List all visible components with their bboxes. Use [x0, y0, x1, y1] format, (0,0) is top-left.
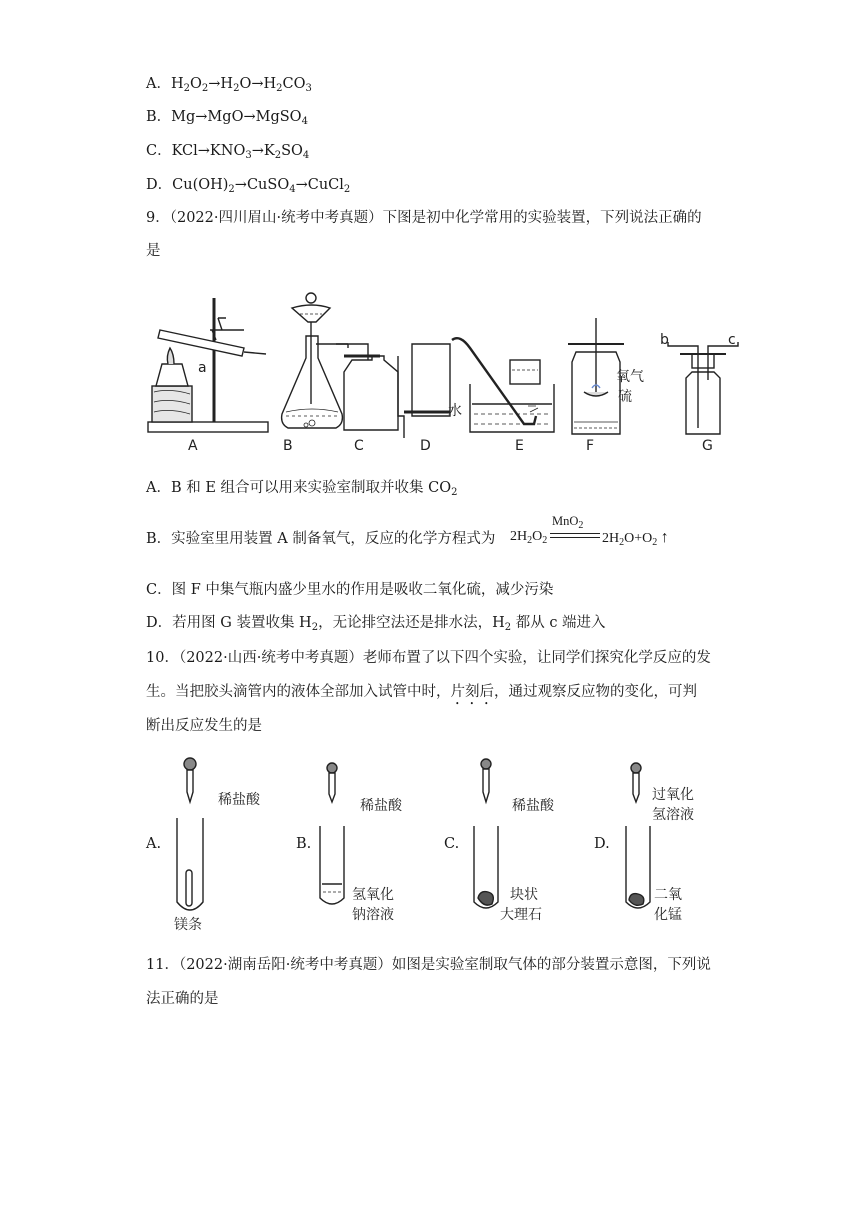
q9-option-a: A．B 和 E 组合可以用来实验室制取并收集 $CO_2$: [146, 480, 458, 498]
q9-stem-line2: 是: [146, 243, 161, 259]
apparatus-label-a: A: [188, 438, 198, 454]
d-dropper-label-1: 过氧化: [652, 787, 694, 803]
apparatus-b: [282, 293, 348, 428]
test-tube-b: [320, 763, 344, 904]
q10-line2: 生。当把胶头滴管内的液体全部加入试管中时，片刻后，通过观察反应物的变化，可判: [146, 684, 697, 700]
q8-option-a: A．$H_2O_2\to H_2O\to H_2CO_3$: [146, 76, 312, 94]
q10-line3: 断出反应发生的是: [146, 718, 262, 734]
apparatus-label-c: C: [354, 438, 364, 454]
q10-option-c-letter: C.: [444, 836, 460, 852]
q10-option-d-letter: D.: [594, 836, 610, 852]
apparatus-label-f: F: [586, 438, 595, 454]
q10-option-a-letter: A.: [146, 836, 162, 852]
label-a: a: [198, 360, 207, 376]
apparatus-label-g: G: [702, 438, 713, 454]
equation-right: $2H_2O+O_2$ ↑: [602, 529, 669, 548]
apparatus-e: [452, 338, 554, 432]
apparatus-a: [148, 298, 268, 432]
q9-option-d: D．若用图 G 装置收集 $H_2$，无论排空法还是排水法，$H_2$ 都从 c 端进入: [146, 615, 606, 633]
label-water: 水: [448, 403, 462, 419]
apparatus-label-d: D: [420, 438, 431, 454]
label-oxygen: 氧气: [616, 369, 644, 385]
apparatus-c: [336, 344, 398, 430]
q10-option-b-letter: B.: [296, 836, 312, 852]
label-c: c: [728, 332, 736, 348]
d-dropper-label-2: 氢溶液: [652, 807, 694, 823]
c-content-label-1: 块状: [510, 887, 538, 903]
q9-apparatus-figure: [140, 288, 760, 458]
test-tube-c: [474, 759, 498, 908]
equal-sign: [550, 533, 600, 538]
apparatus-label-e: E: [515, 438, 524, 454]
d-content-label-2: 化锰: [654, 907, 682, 923]
apparatus-d: [398, 344, 450, 438]
q11-line2: 法正确的是: [146, 991, 219, 1007]
q11-line1: 11．（2022·湖南岳阳·统考中考真题）如图是实验室制取气体的部分装置示意图，下列说: [146, 957, 711, 973]
b-content-label-1: 氢氧化: [352, 887, 394, 903]
q8-option-d: D．$Cu(OH)_2\to CuSO_4\to CuCl_2$: [146, 177, 351, 195]
q10-line1: 10．（2022·山西·统考中考真题）老师布置了以下四个实验，让同学们探究化学反应的发: [146, 650, 711, 666]
test-tube-a: [177, 758, 203, 910]
q8-option-c: C．$KCl\to KNO_3\to K_2SO_4$: [146, 143, 310, 161]
d-content-label-1: 二氧: [654, 887, 682, 903]
q9-option-c: C．图 F 中集气瓶内盛少里水的作用是吸收二氧化硫，减少污染: [146, 582, 554, 598]
q9-stem-line1: 9．（2022·四川眉山·统考中考真题）下图是初中化学常用的实验装置，下列说法正确的: [146, 210, 702, 226]
c-content-label-2: 大理石: [500, 907, 542, 923]
equation-left: $2H_2O_2$: [510, 529, 548, 546]
b-dropper-label: 稀盐酸: [360, 798, 402, 814]
apparatus-label-b: B: [283, 438, 293, 454]
a-content-label: 镁条: [174, 917, 202, 933]
a-dropper-label: 稀盐酸: [218, 792, 260, 808]
catalyst-label: MnO$_2$: [552, 514, 584, 531]
b-content-label-2: 钠溶液: [352, 907, 394, 923]
apparatus-g: [668, 342, 738, 434]
test-tube-d: [626, 763, 650, 908]
c-dropper-label: 稀盐酸: [512, 798, 554, 814]
q8-option-b: B．Mg→MgO→MgSO$_4$: [146, 109, 308, 127]
label-b: b: [660, 332, 669, 348]
q9-option-b: B．实验室里用装置 A 制备氧气，反应的化学方程式为: [146, 531, 496, 547]
label-sulfur: 硫: [618, 389, 632, 405]
emphasis-text: 片刻后: [450, 684, 494, 700]
